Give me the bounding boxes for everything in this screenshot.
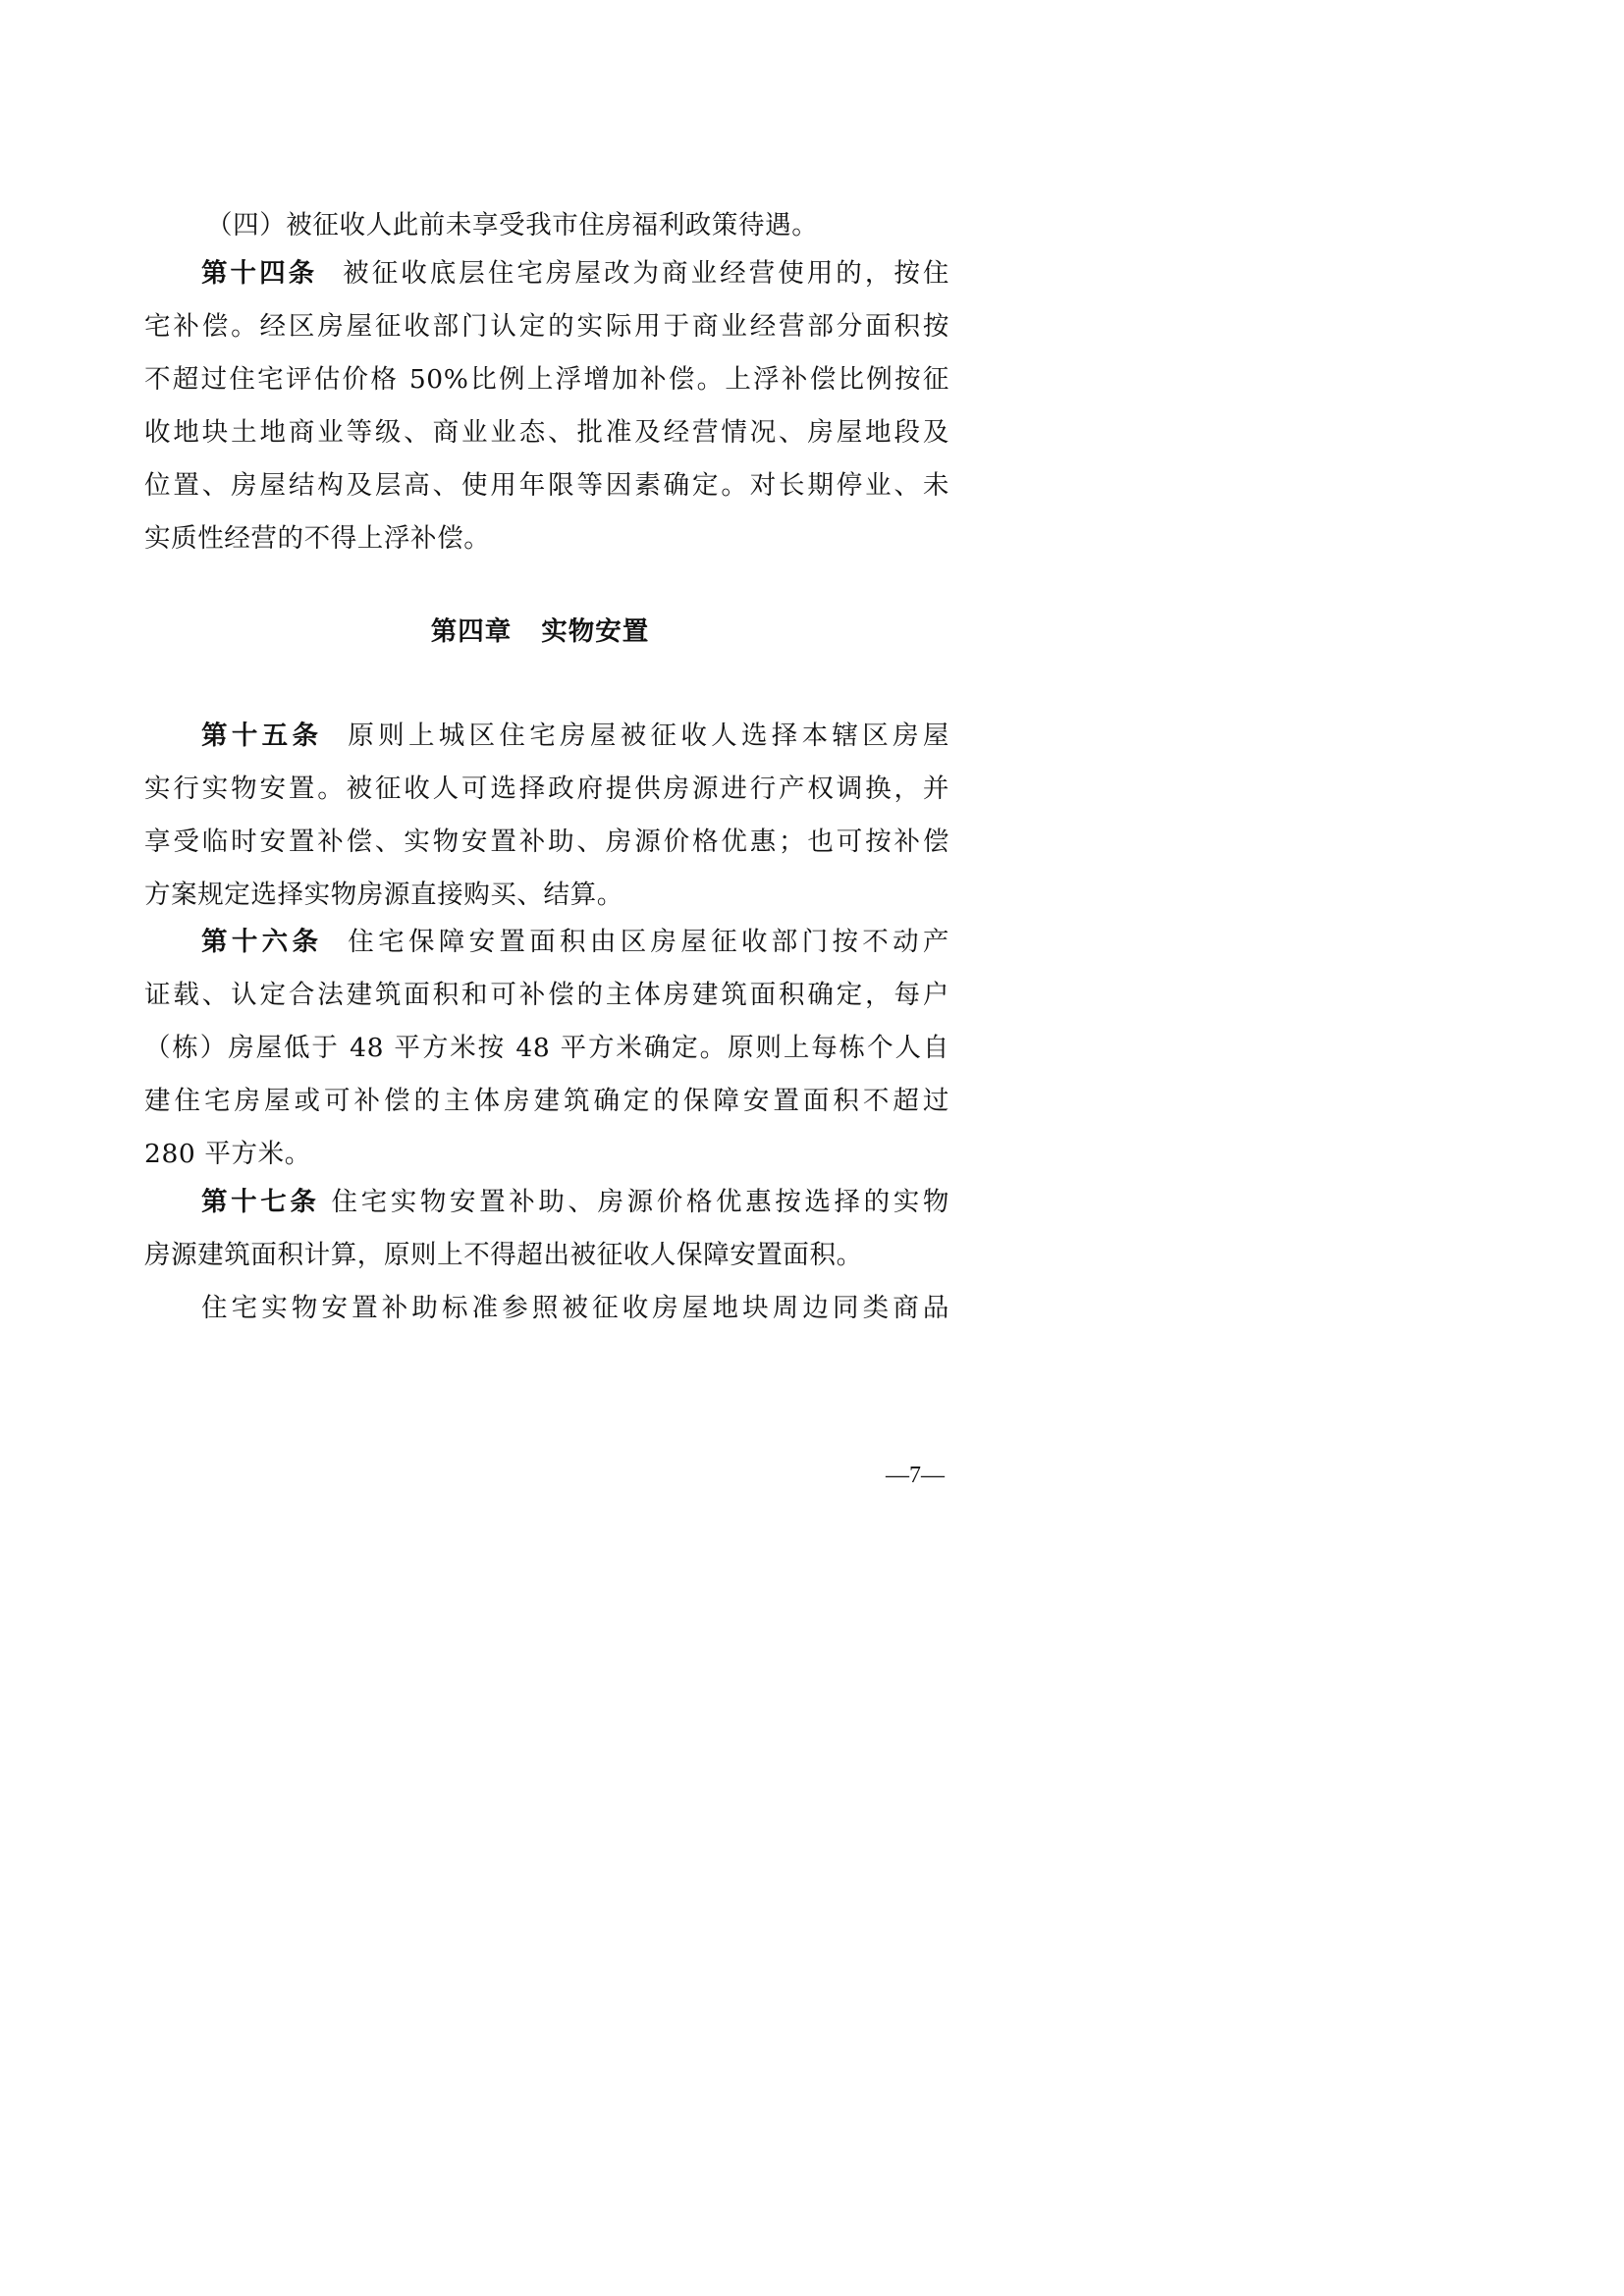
article-14-text-6: 实质性经营的不得上浮补偿。 bbox=[144, 523, 491, 554]
article-15-text-4: 方案规定选择实物房源直接购买、结算。 bbox=[144, 880, 623, 910]
article-17-line-1 bbox=[201, 1183, 949, 1222]
article-14-text-2: 宅补偿。经区房屋征收部门认定的实际用于商业经营部分面积按 bbox=[144, 311, 949, 342]
article-16-text-2: 证载、认定合法建筑面积和可补偿的主体房建筑面积确定，每户 bbox=[144, 980, 949, 1010]
article-16-text-3: （栋）房屋低于 48 平方米按 48 平方米确定。原则上每栋个人自 bbox=[144, 1033, 949, 1063]
article-14-line-2 bbox=[144, 307, 949, 347]
item-4-text: （四）被征收人此前未享受我市住房福利政策待遇。 bbox=[206, 210, 819, 240]
article-16-text-1: 住宅保障安置面积由区房屋征收部门按不动产 bbox=[348, 927, 950, 957]
article-14-line-4 bbox=[144, 413, 949, 453]
article-14-text-3: 不超过住宅评估价格 50%比例上浮增加补偿。上浮补偿比例按征 bbox=[144, 364, 949, 395]
article-14-label: 第十四条 bbox=[201, 258, 318, 289]
article-14-text-1: 被征收底层住宅房屋改为商业经营使用的，按住 bbox=[343, 258, 949, 289]
article-16-line-1 bbox=[201, 923, 949, 962]
article-17-paragraph-2 bbox=[201, 1289, 949, 1328]
chapter-title: 实物安置 bbox=[541, 616, 650, 647]
article-17-text-1: 住宅实物安置补助、房源价格优惠按选择的实物 bbox=[331, 1187, 949, 1217]
page-number: —7— bbox=[886, 1463, 945, 1488]
article-15-label: 第十五条 bbox=[201, 721, 323, 751]
article-16-text-4: 建住宅房屋或可补偿的主体房建筑确定的保障安置面积不超过 bbox=[144, 1086, 949, 1116]
article-16-text-5: 280 平方米。 bbox=[144, 1139, 311, 1169]
document-page bbox=[0, 0, 1080, 1527]
article-14-line-1 bbox=[201, 254, 949, 294]
article-15-text-3: 享受临时安置补偿、实物安置补助、房源价格优惠；也可按补偿 bbox=[144, 827, 949, 857]
article-14-text-5: 位置、房屋结构及层高、使用年限等因素确定。对长期停业、未 bbox=[144, 470, 949, 501]
article-14-line-6 bbox=[144, 519, 949, 559]
article-16-line-3 bbox=[144, 1029, 949, 1068]
article-14-line-3 bbox=[144, 360, 949, 400]
article-16-label: 第十六条 bbox=[201, 927, 323, 957]
article-16-line-5 bbox=[144, 1135, 949, 1174]
article-15-line-3 bbox=[144, 823, 949, 862]
article-14-text-4: 收地块土地商业等级、商业业态、批准及经营情况、房屋地段及 bbox=[144, 417, 949, 448]
chapter-heading bbox=[0, 613, 1080, 652]
article-16-line-2 bbox=[144, 976, 949, 1015]
article-17-line-2 bbox=[144, 1236, 949, 1275]
chapter-number: 第四章 bbox=[430, 616, 513, 647]
article-17-label: 第十七条 bbox=[201, 1187, 320, 1217]
article-17-text-3: 住宅实物安置补助标准参照被征收房屋地块周边同类商品 bbox=[201, 1293, 949, 1323]
article-15-line-4 bbox=[144, 876, 949, 915]
article-14-line-5 bbox=[144, 466, 949, 506]
article-15-line-2 bbox=[144, 770, 949, 809]
article-16-line-4 bbox=[144, 1082, 949, 1121]
article-15-text-1: 原则上城区住宅房屋被征收人选择本辖区房屋 bbox=[348, 721, 950, 751]
article-15-line-1 bbox=[201, 717, 949, 756]
item-4-paragraph bbox=[206, 206, 1011, 245]
article-17-text-2: 房源建筑面积计算，原则上不得超出被征收人保障安置面积。 bbox=[144, 1240, 863, 1270]
article-15-text-2: 实行实物安置。被征收人可选择政府提供房源进行产权调换，并 bbox=[144, 774, 949, 804]
